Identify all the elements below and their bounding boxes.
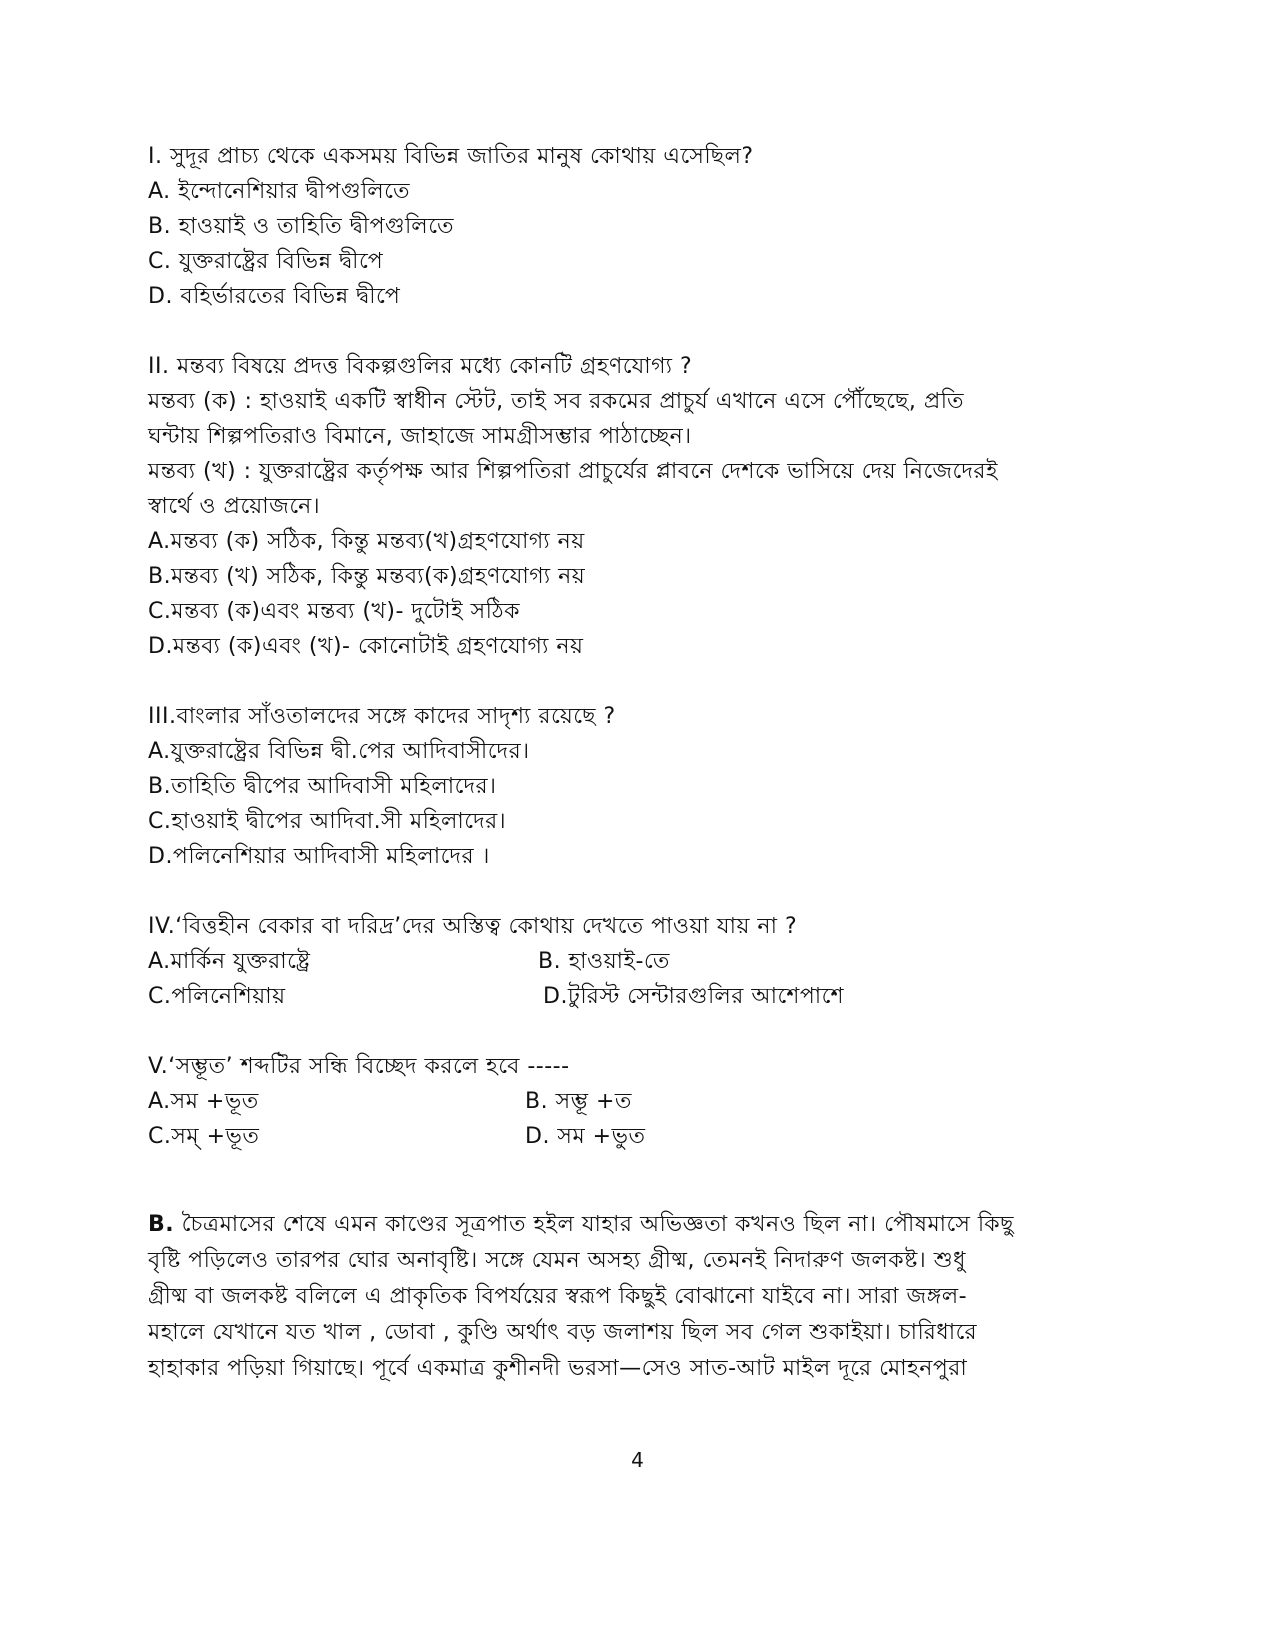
passage-line-1 (148, 1210, 1014, 1240)
q2-statement-ka-line-2: ঘন্টায় শিল্পপতিরাও বিমানে, জাহাজে সামগ্রীসম্ভার পাঠাচ্ছেন। (148, 424, 692, 449)
passage-line-4: মহালে যেখানে যত খাল , ডোবা , কুণ্ডি অর্থাৎ বড় জলাশয় ছিল সব গেল শুকাইয়া। চারিধারে (148, 1320, 978, 1345)
passage-text: চৈত্রমাসের শেষে এমন কাণ্ডের সূত্রপাত হইল যাহার অভিজ্ঞতা কখনও ছিল না। পৌষমাসে কিছু (174, 1212, 1014, 1237)
q1-option-c: C. যুক্তরাষ্ট্রের বিভিন্ন দ্বীপে (148, 249, 384, 274)
question-5: V.‘সম্ভূত’ শব্দটির সন্ধি বিচ্ছেদ করলে হবে ----- (148, 1054, 570, 1079)
q3-option-a: A.যুক্তরাষ্ট্রের বিভিন্ন দ্বী.পের আদিবাসীদের। (148, 739, 530, 764)
q5-option-a: A.সম +ভূত (148, 1089, 259, 1114)
q1-option-b: B. হাওয়াই ও তাহিতি দ্বীপগুলিতে (148, 214, 455, 239)
passage-line-2: বৃষ্টি পড়িলেও তারপর ঘোর অনাবৃষ্টি। সঙ্গে যেমন অসহ্য গ্রীষ্ম, তেমনই নিদারুণ জলকষ্ট। শুধু (148, 1248, 967, 1273)
q3-option-b: B.তাহিতি দ্বীপের আদিবাসী মহিলাদের। (148, 774, 497, 799)
passage-label: B. (148, 1212, 175, 1237)
q4-option-b: B. হাওয়াই-তে (538, 949, 670, 974)
q2-statement-kha-line-2: স্বার্থে ও প্রয়োজনে। (148, 494, 321, 519)
q2-statement-kha-line-1: মন্তব্য (খ) : যুক্তরাষ্ট্রের কর্তৃপক্ষ আর শিল্পপতিরা প্রাচুর্যের প্লাবনে দেশকে ভাসিয়ে দেয় নিজেদেরই (148, 459, 998, 484)
q4-option-c: C.পলিনেশিয়ায় (148, 984, 286, 1009)
passage-line-3: গ্রীষ্ম বা জলকষ্ট বলিলে এ প্রাকৃতিক বিপর্যয়ের স্বরূপ কিছুই বোঝানো যাইবে না। সারা জঙ্গল- (148, 1284, 968, 1309)
question-4: IV.‘বিত্তহীন বেকার বা দরিদ্র’দের অস্তিত্ব কোথায় দেখতে পাওয়া যায় না ? (148, 914, 798, 939)
question-3: III.বাংলার সাঁওতালদের সঙ্গে কাদের সাদৃশ্য রয়েছে ? (148, 704, 616, 729)
q5-option-b: B. সম্ভূ +ত (525, 1089, 632, 1114)
question-1: I. সুদূর প্রাচ্য থেকে একসময় বিভিন্ন জাতির মানুষ কোথায় এসেছিল? (148, 144, 754, 169)
q2-option-a: A.মন্তব্য (ক) সঠিক, কিন্তু মন্তব্য(খ)গ্রহণযোগ্য নয় (148, 529, 585, 554)
passage-line-5: হাহাকার পড়িয়া গিয়াছে। পূর্বে একমাত্র কুশীনদী ভরসা—সেও সাত-আট মাইল দূরে মোহনপুরা (148, 1356, 968, 1381)
q3-option-c: C.হাওয়াই দ্বীপের আদিবা.সী মহিলাদের। (148, 809, 507, 834)
q2-statement-ka-line-1: মন্তব্য (ক) : হাওয়াই একটি স্বাধীন স্টেট, তাই সব রকমের প্রাচুর্য এখানে এসে পৌঁছেছে, প্রতি (148, 389, 965, 414)
page-number: 4 (631, 1448, 644, 1472)
q2-option-c: C.মন্তব্য (ক)এবং মন্তব্য (খ)- দুটোই সঠিক (148, 599, 521, 624)
q5-option-d: D. সম +ভুত (525, 1124, 646, 1149)
q1-option-a: A. ইন্দোনেশিয়ার দ্বীপগুলিতে (148, 179, 411, 204)
q3-option-d: D.পলিনেশিয়ার আদিবাসী মহিলাদের । (148, 844, 490, 869)
q1-option-d: D. বহির্ভারতের বিভিন্ন দ্বীপে (148, 284, 401, 309)
q4-option-a: A.মার্কিন যুক্তরাষ্ট্রে (148, 949, 311, 974)
question-2: II. মন্তব্য বিষয়ে প্রদত্ত বিকল্পগুলির মধ্যে কোনটি গ্রহণযোগ্য ? (148, 354, 693, 379)
q2-option-d: D.মন্তব্য (ক)এবং (খ)- কোনোটাই গ্রহণযোগ্য নয় (148, 634, 584, 659)
q4-option-d: D.টুরিস্ট সেন্টারগুলির আশেপাশে (543, 984, 845, 1009)
q2-option-b: B.মন্তব্য (খ) সঠিক, কিন্তু মন্তব্য(ক)গ্রহণযোগ্য নয় (148, 564, 586, 589)
q5-option-c: C.সম্ +ভূত (148, 1124, 260, 1149)
